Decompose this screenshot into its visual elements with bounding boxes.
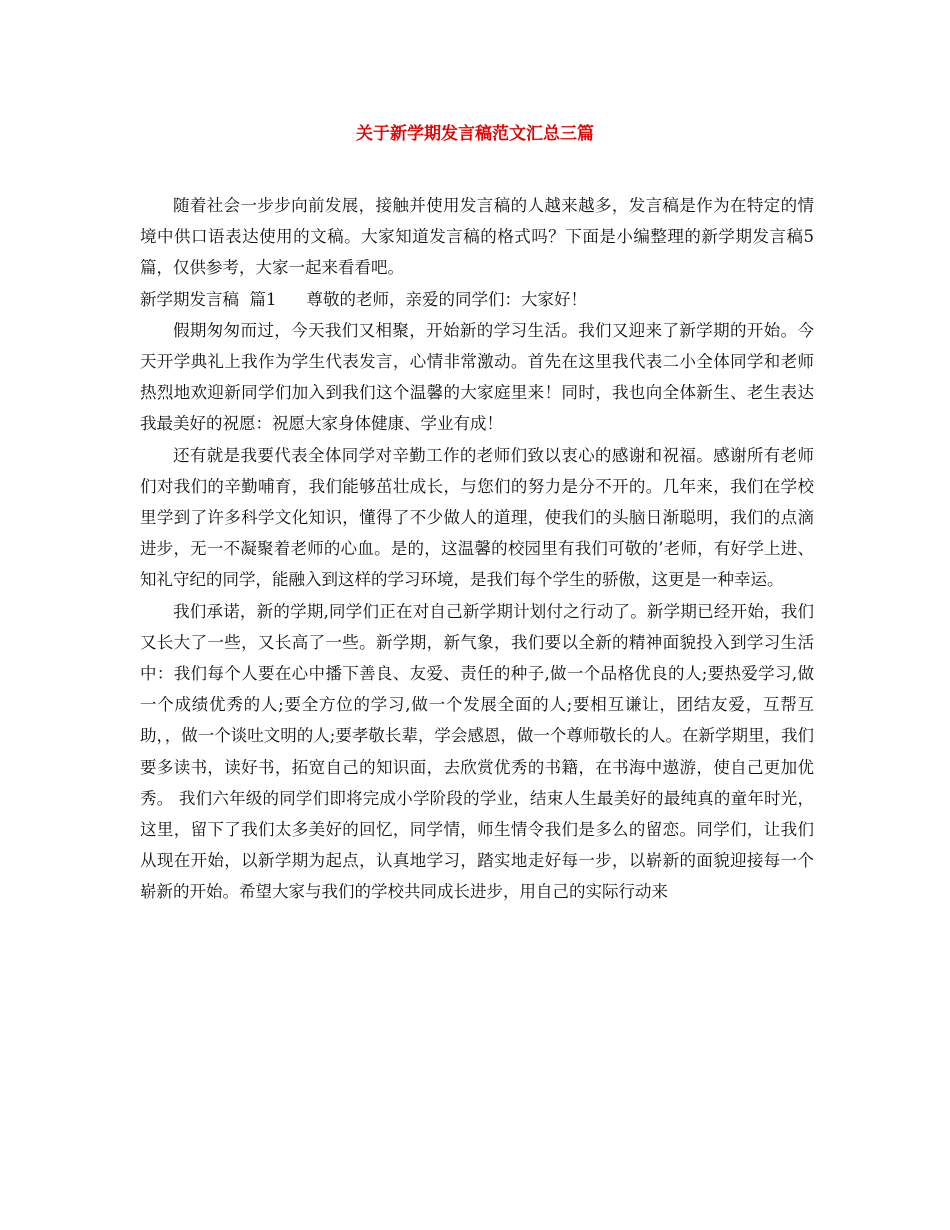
section-heading-line xyxy=(140,284,814,315)
section-label: 新学期发言稿 篇1 xyxy=(140,289,277,309)
intro-paragraph: 随着社会一步步向前发展，接触并使用发言稿的人越来越多，发言稿是作为在特定的情境中供口语表达使用的文稿。大家知道发言稿的格式吗？下面是小编整理的新学期发言稿5篇，仅供参考，大家一起来看看吧。 xyxy=(140,196,814,278)
document-body xyxy=(140,190,814,908)
body-paragraph-1: 假期匆匆而过，今天我们又相聚，开始新的学习生活。我们又迎来了新学期的开始。今天开学典礼上我作为学生代表发言，心情非常激动。首先在这里我代表二小全体同学和老师热烈地欢迎新同学们加入到我们这个温馨的大家庭里来！同时，我也向全体新生、老生表达我最美好的祝愿：祝愿大家身体健康、学业有成！ xyxy=(140,320,814,434)
body-paragraph-3: 我们承诺，新的学期,同学们正在对自己新学期计划付之行动了。新学期已经开始，我们又长大了一些，又长高了一些。新学期，新气象，我们要以全新的精神面貌投入到学习生活中：我们每个人要在心中播下善良、友爱、责任的种子,做一个品格优良的人;要热爱学习,做一个成绩优秀的人;要全方位的学习,做一个发展全面的人;要相互谦让，团结友爱，互帮互助，，做一个谈吐文明的人;要孝敬长辈，学会感恩，做一个尊师敬长的人。在新学期里，我们要多读书，读好书，拓宽自己的知识面，去欣赏优秀的书籍，在书海中遨游，使自己更加优秀。 我们六年级的同学们即将完成小学阶段的学业，结束人生最美好的最纯真的童年时光，这里，留下了我们太多美好的回忆，同学情，师生情令我们是多么的留恋。同学们，让我们从现在开始，以新学期为起点，认真地学习，踏实地走好每一步，以崭新的面貌迎接每一个崭新的开始。希望大家与我们的学校共同成长进步，用自己的实际行动来 xyxy=(140,601,814,902)
document-title: 关于新学期发言稿范文汇总三篇 xyxy=(356,124,594,144)
body-paragraph-2: 还有就是我要代表全体同学对辛勤工作的老师们致以衷心的感谢和祝福。感谢所有老师们对我们的辛勤哺育，我们能够茁壮成长，与您们的努力是分不开的。几年来，我们在学校里学到了许多科学文化知识，懂得了不少做人的道理，使我们的头脑日渐聪明，我们的点滴进步，无一不凝聚着老师的心血。是的，这温馨的校园里有我们可敬的’老师，有好学上进、知礼守纪的同学，能融入到这样的学习环境，是我们每个学生的骄傲，这更是一种幸运。 xyxy=(140,445,814,590)
greeting: 尊敬的老师，亲爱的同学们：大家好！ xyxy=(306,289,587,309)
